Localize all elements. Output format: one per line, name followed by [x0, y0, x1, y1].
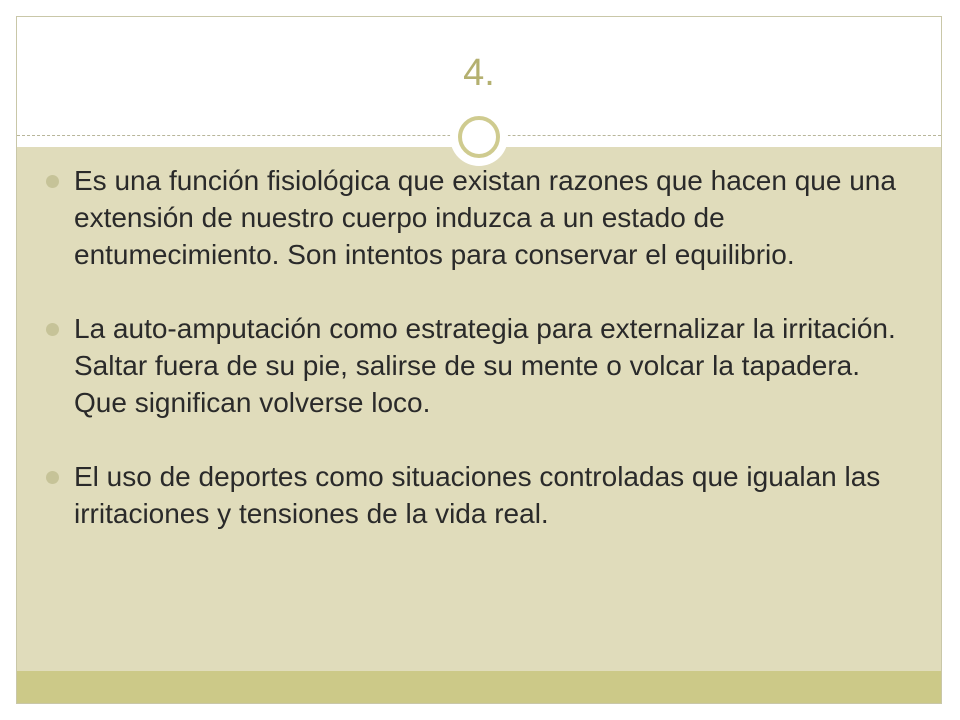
- bullet-item-2: [44, 310, 916, 421]
- slide-title: 4.: [463, 52, 495, 94]
- footer-band: [17, 671, 941, 703]
- bullet-text-1: Es una función fisiológica que existan razones que hacen que una extensión de nuestro cuerpo induzca a un estado de entumecimiento. Son intentos para conservar el equilibrio.: [74, 165, 896, 270]
- bullet-text-2: La auto-amputación como estrategia para externalizar la irritación. Saltar fuera de su pie, salirse de su mente o volcar la tapadera. Que significan volverse loco.: [74, 313, 896, 418]
- bullet-item-3: [44, 458, 916, 532]
- bullet-dot-icon: [46, 175, 59, 188]
- ring-ornament-icon: [458, 116, 500, 158]
- bullet-dot-icon: [46, 323, 59, 336]
- bullet-list: [44, 162, 916, 569]
- bullet-item-1: [44, 162, 916, 273]
- bullet-text-3: El uso de deportes como situaciones controladas que igualan las irritaciones y tensiones de la vida real.: [74, 461, 881, 529]
- bullet-dot-icon: [46, 471, 59, 484]
